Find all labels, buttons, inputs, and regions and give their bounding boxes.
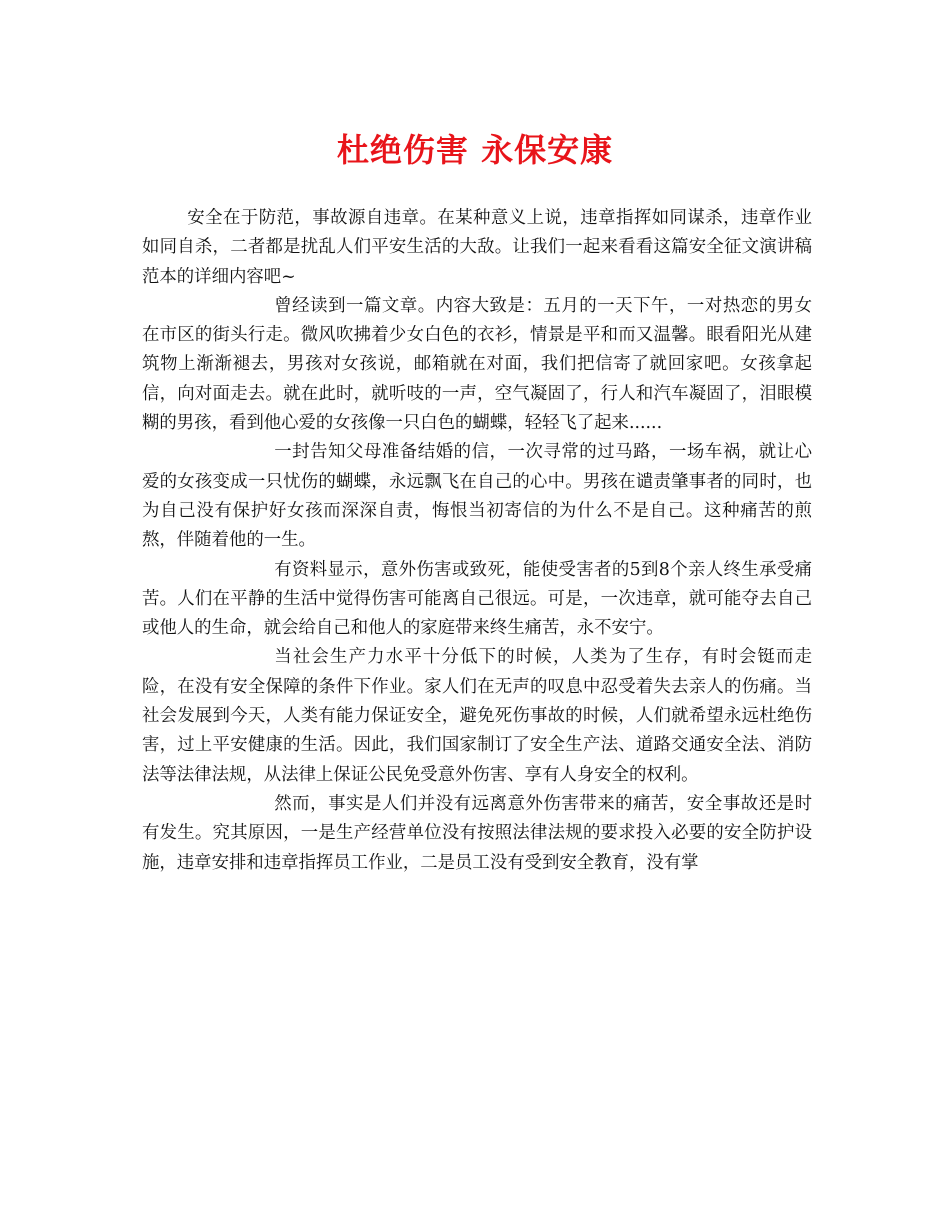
paragraph-causes: 然而，事实是人们并没有远离意外伤害带来的痛苦，安全事故还是时有发生。究其原因，一是生产经营单位没有按照法律法规的要求投入必要的安全防护设施，违章安排和违章指挥员工作业，二是员工没有受到安全教育，没有掌 [142,793,812,873]
paragraph-story: 曾经读到一篇文章。内容大致是：五月的一天下午，一对热恋的男女在市区的街头行走。微风吹拂着少女白色的衣衫，情景是平和而又温馨。眼看阳光从建筑物上渐渐褪去，男孩对女孩说，邮箱就在对面，我们把信寄了就回家吧。女孩拿起信，向对面走去。就在此时，就听吱的一声，空气凝固了，行人和汽车凝固了，泪眼模糊的男孩，看到他心爱的女孩像一只白色的蝴蝶，轻轻飞了起来...... [142,295,812,434]
paragraph-letter: 一封告知父母准备结婚的信，一次寻常的过马路，一场车祸，就让心爱的女孩变成一只忧伤的蝴蝶，永远飘飞在自己的心中。男孩在谴责肇事者的同时，也为自己没有保护好女孩而深深自责，悔恨当初寄信的为什么不是自己。这种痛苦的煎熬，伴随着他的一生。 [142,442,812,551]
paragraph-history: 当社会生产力水平十分低下的时候，人类为了生存，有时会铤而走险，在没有安全保障的条件下作业。家人们在无声的叹息中忍受着失去亲人的伤痛。当社会发展到今天，人类有能力保证安全，避免死伤事故的时候，人们就希望永远杜绝伤害，过上平安健康的生活。因此，我们国家制订了安全生产法、道路交通安全法、消防法等法律法规，从法律上保证公民免受意外伤害、享有人身安全的权利。 [142,647,812,785]
paragraph-statistics: 有资料显示，意外伤害或致死，能使受害者的5到8个亲人终生承受痛苦。人们在平静的生活中觉得伤害可能离自己很远。可是，一次违章，就可能夺去自己或他人的生命，就会给自己和他人的家庭带来终生痛苦，永不安宁。 [142,559,812,639]
document-body [142,204,812,878]
paragraph-intro: 安全在于防范，事故源自违章。在某种意义上说，违章指挥如同谋杀，违章作业如同自杀，二者都是扰乱人们平安生活的大敌。让我们一起来看看这篇安全征文演讲稿范本的详细内容吧~ [142,208,812,287]
document-title: 杜绝伤害 永保安康 [336,131,614,169]
